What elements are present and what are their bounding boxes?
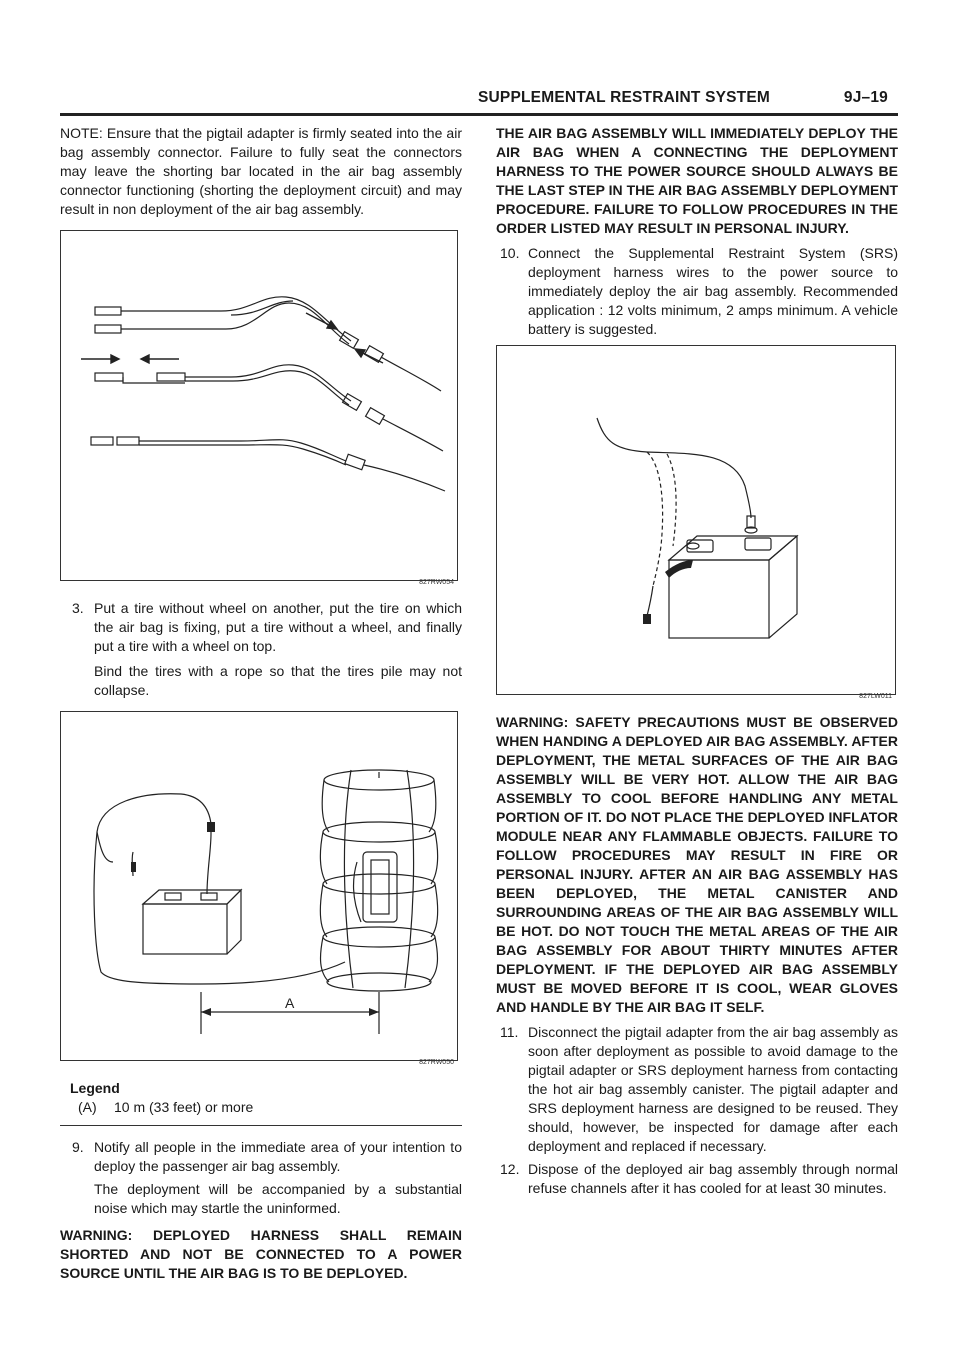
legend-row <box>78 1098 462 1117</box>
battery-diagram <box>497 346 895 694</box>
warning-harness: WARNING: DEPLOYED HARNESS SHALL REMAIN SHORTED AND NOT BE CONNECTED TO A POWER SOURCE UNTIL THE AIR BAG IS TO BE DEPLOYED. <box>60 1227 462 1281</box>
legend-divider <box>60 1125 462 1126</box>
step-10 <box>500 244 898 339</box>
left-column <box>60 124 462 1283</box>
section-title: SUPPLEMENTAL RESTRAINT SYSTEM <box>478 89 770 106</box>
pigtail-diagram <box>61 231 457 580</box>
figure-code: 827RW050 <box>419 1059 454 1066</box>
step-number: 11. <box>500 1024 519 1040</box>
tire-stack-diagram <box>61 712 457 1060</box>
dimension-label: A <box>285 995 295 1011</box>
step-text-2: The deployment will be accompanied by a substantial noise which may startle the uninformed. <box>94 1181 462 1216</box>
step-text: Dispose of the deployed air bag assembly through normal refuse channels after it has cooled for at least 30 minutes. <box>528 1161 898 1196</box>
legend <box>60 1079 462 1117</box>
figure-tire-stack <box>60 711 458 1066</box>
legend-title: Legend <box>70 1080 120 1096</box>
step-11 <box>500 1023 898 1156</box>
legend-value: 10 m (33 feet) or more <box>114 1099 254 1115</box>
page-number: 9J–19 <box>843 89 888 106</box>
step-9 <box>72 1138 462 1218</box>
warning-deploy: THE AIR BAG ASSEMBLY WILL IMMEDIATELY DEPLOY THE AIR BAG WHEN A CONNECTING THE DEPLOYMENT HARNESS TO THE POWER SOURCE SHOULD ALWAYS BE THE LAST STEP IN THE AIR BAG ASSEMBLY DEPLOYMENT PROCEDURE. FAILURE TO FOLLOW PROCEDURES IN THE ORDER LISTED MAY RESULT IN PERSONAL INJURY. <box>496 125 898 236</box>
right-column <box>496 124 898 1198</box>
step-text: Connect the Supplemental Restraint System (SRS) deployment harness wires to the power source to immediately deploy the air bag assembly. Recommended application : 12 volts minimum, 2 amps minimum. A vehicle battery is suggested. <box>528 245 898 337</box>
step-12 <box>500 1160 898 1198</box>
figure-code: 827LW011 <box>859 693 892 700</box>
step-number: 10. <box>500 245 520 261</box>
step-3 <box>72 599 462 700</box>
warning-safety: WARNING: SAFETY PRECAUTIONS MUST BE OBSERVED WHEN HANDING A DEPLOYED AIR BAG ASSEMBLY. AFTER DEPLOYMENT, THE METAL SURFACES OF THE AIR BAG ASSEMBLY WILL BE VERY HOT. ALLOW THE AIR BAG ASSEMBLY TO COOL BEFORE HANDLING ANY METAL PORTION OF IT. DO NOT PLACE THE DEPLOYED INFLATOR MODULE NEAR ANY FLAMMABLE OBJECTS. FAILURE TO FOLLOW PROCEDURES MAY RESULT IN FIRE OR PERSONAL INJURY. AFTER AN AIR BAG ASSEMBLY HAS BEEN DEPLOYED, THE METAL CANISTER AND SURROUNDING AREAS OF THE AIR BAG ASSEMBLY WILL BE HOT. DO NOT TOUCH THE METAL AREAS OF THE AIR BAG ASSEMBLY FOR ABOUT THIRTY MINUTES AFTER DEPLOYMENT. IF THE DEPLOYED AIR BAG ASSEMBLY MUST BE MOVED BEFORE IT IS COOL, WEAR GLOVES AND HANDLE BY THE AIR BAG IT SELF. <box>496 714 898 1015</box>
step-text: Disconnect the pigtail adapter from the air bag assembly as soon after deployment as possible to avoid damage to the pigtail adapter or SRS deployment harness from contacting the hot air bag assembly canister. The pigtail adapter and SRS deployment harness are designed to be reused. They should, however, be inspected for damage after each deployment and replaced if necessary. <box>528 1024 898 1154</box>
step-number: 3. <box>72 600 84 616</box>
step-text: Put a tire without wheel on another, put the tire on which the air bag is fixing, put a tire without a wheel, and finally put a tire with a wheel on top. <box>94 600 462 654</box>
step-number: 9. <box>72 1139 84 1155</box>
figure-code: 827RW054 <box>419 579 454 586</box>
figure-battery-connection <box>496 345 896 700</box>
step-number: 12. <box>500 1161 520 1177</box>
step-text-2: Bind the tires with a rope so that the tires pile may not collapse. <box>94 663 462 698</box>
figure-pigtail-connection <box>60 230 458 586</box>
note-text: NOTE: Ensure that the pigtail adapter is firmly seated into the air bag assembly connector. Failure to fully seat the connectors may leave the shorting bar located in the air bag assembly connector functioning (shorting the deployment circuit) and may result in non deployment of the air bag assembly. <box>60 125 462 217</box>
header-rule <box>60 113 898 116</box>
legend-key: (A) <box>78 1099 97 1115</box>
step-text: Notify all people in the immediate area of your intention to deploy the passenger air bag assembly. <box>94 1139 462 1174</box>
